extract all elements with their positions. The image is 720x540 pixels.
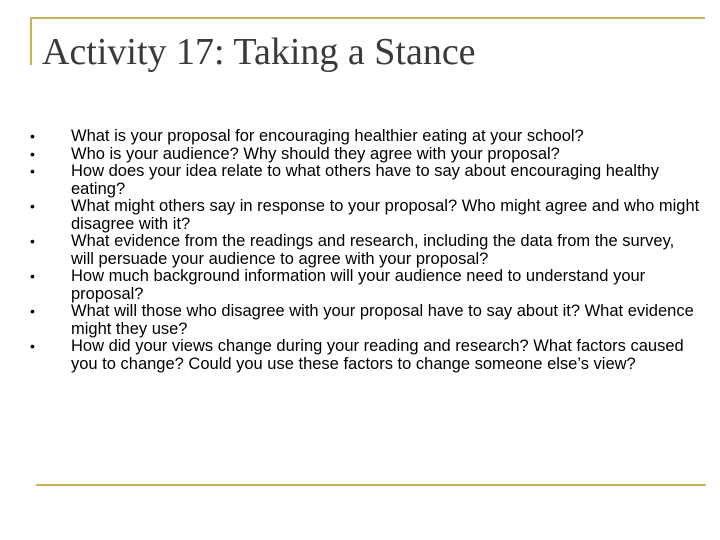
bullet-dot-icon: •: [30, 268, 35, 284]
top-divider-line: [30, 17, 705, 19]
bullet-text: What is your proposal for encouraging healthier eating at your school?: [71, 127, 584, 145]
bullet-text: How does your idea relate to what others have to say about encouraging healthy eating?: [71, 162, 659, 198]
bullet-text: What evidence from the readings and research, including the data from the survey, will persuade your audience to agree with your proposal?: [71, 232, 675, 268]
bullet-item-evidence: [30, 233, 700, 268]
bullet-dot-icon: •: [30, 198, 35, 214]
bullet-text: How much background information will your audience need to understand your proposal?: [71, 267, 646, 303]
bullet-item-proposal: [30, 128, 700, 146]
bullet-item-views-change: [30, 338, 700, 373]
bullet-dot-icon: •: [30, 145, 35, 162]
bullet-text: Who is your audience? Why should they agree with your proposal?: [71, 144, 560, 163]
bullet-item-relation: [30, 163, 700, 198]
bullet-dot-icon: •: [30, 233, 35, 249]
bullet-dot-icon: •: [30, 128, 35, 144]
bullet-dot-icon: •: [30, 163, 35, 179]
bullet-item-responses: [30, 198, 700, 233]
bullet-item-audience: [30, 146, 700, 164]
slide-title: Activity 17: Taking a Stance: [42, 31, 476, 73]
bullet-item-background: [30, 268, 700, 303]
bullet-text: What will those who disagree with your proposal have to say about it? What evidence might they use?: [71, 302, 694, 338]
bottom-divider-line: [36, 484, 706, 486]
bullet-item-disagreement: [30, 303, 700, 338]
bullet-dot-icon: •: [30, 338, 35, 354]
bullet-text: What might others say in response to your proposal? Who might agree and who might disagree with it?: [71, 197, 700, 233]
bullet-dot-icon: •: [30, 303, 35, 319]
left-accent-line: [30, 17, 32, 65]
bullet-text: How did your views change during your reading and research? What factors caused you to change? Could you use these factors to change someone else’s view?: [71, 337, 684, 373]
bullet-list: [30, 128, 700, 373]
